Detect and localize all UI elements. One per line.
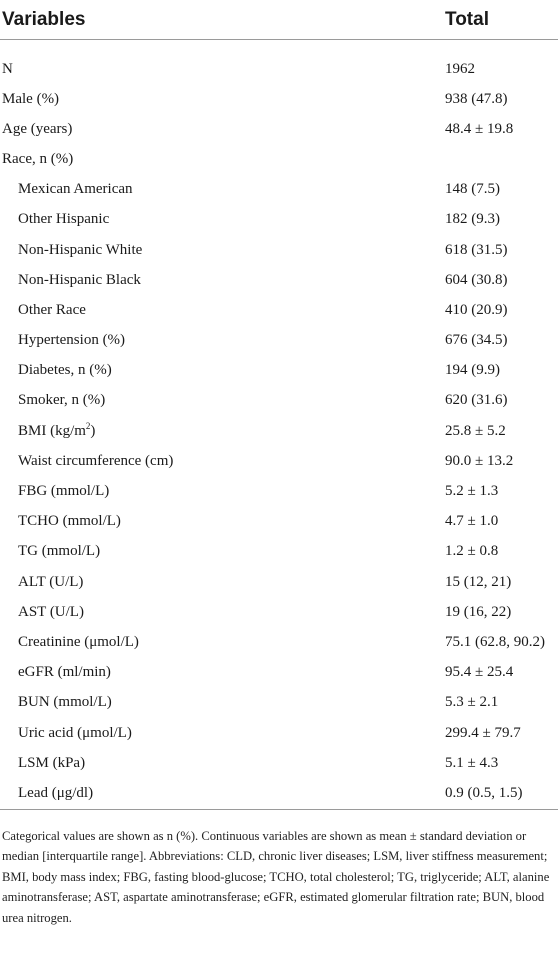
row-value: 95.4 ± 25.4 (445, 664, 514, 681)
row-label (0, 446, 445, 476)
row-value: 194 (9.9) (445, 362, 500, 379)
row-label (0, 295, 445, 325)
table-row (0, 326, 558, 356)
table-row (0, 778, 558, 810)
row-label-text: Mexican American (18, 181, 133, 198)
row-label (0, 205, 445, 235)
row-value: 1.2 ± 0.8 (445, 543, 499, 560)
row-label (0, 778, 445, 810)
row-value: 620 (31.6) (445, 392, 508, 409)
row-label (0, 386, 445, 416)
row-value: 5.3 ± 2.1 (445, 694, 499, 711)
row-value: 90.0 ± 13.2 (445, 452, 514, 469)
row-label (0, 537, 445, 567)
row-label-text: TG (mmol/L) (18, 543, 101, 560)
row-label (0, 235, 445, 265)
row-label-text: Non-Hispanic Black (18, 271, 141, 288)
row-value: 676 (34.5) (445, 332, 508, 349)
row-label-text: AST (U/L) (18, 603, 84, 620)
row-label-text: Non-Hispanic White (18, 241, 143, 258)
header-row (0, 0, 558, 40)
table-row (0, 627, 558, 657)
table-row (0, 235, 558, 265)
row-label (0, 748, 445, 778)
row-label-text: Diabetes, n (%) (18, 362, 112, 379)
row-value: 75.1 (62.8, 90.2) (445, 633, 545, 650)
table-row (0, 567, 558, 597)
row-label-text: BMI (kg/m (18, 422, 86, 439)
table-row (0, 537, 558, 567)
row-value: 182 (9.3) (445, 211, 500, 228)
row-label-text: BUN (mmol/L) (18, 694, 112, 711)
table-row (0, 84, 558, 114)
row-value: 15 (12, 21) (445, 573, 512, 590)
row-label (0, 356, 445, 386)
row-label (0, 326, 445, 356)
row-value: 148 (7.5) (445, 181, 500, 198)
table-row (0, 144, 558, 174)
table-row (0, 748, 558, 778)
row-label (0, 597, 445, 627)
row-label-text: N (2, 60, 13, 77)
table-footnote: Categorical values are shown as n (%). Continuous variables are shown as mean ± standard deviation or median [interquartile range]. Abbreviations: CLD, chronic liver diseases; LSM, liver stiffness measurement; BMI, body mass index; FBG, fasting blood-glucose; TCHO, total cholesterol; TG, triglyceride; ALT, alanine aminotransferase; AST, aspartate aminotransferase; eGFR, estimated glomerular filtration rate; BUN, blood urea nitrogen. (2, 829, 550, 925)
row-label-text: Race, n (%) (2, 150, 74, 167)
table-row (0, 507, 558, 537)
header-total: Total (445, 0, 558, 40)
row-label-text: Male (%) (2, 90, 60, 107)
table-row (0, 476, 558, 506)
row-label (0, 84, 445, 114)
row-value (445, 144, 558, 174)
header-variables: Variables (0, 0, 445, 40)
row-label-text: Smoker, n (%) (18, 392, 106, 409)
row-value: 410 (20.9) (445, 301, 508, 318)
table-row (0, 416, 558, 446)
row-label-text: Age (years) (2, 120, 73, 137)
table-row (0, 265, 558, 295)
row-label (0, 40, 445, 85)
row-value: 48.4 ± 19.8 (445, 120, 514, 137)
table-row (0, 658, 558, 688)
table-row (0, 40, 558, 85)
row-label-text: Waist circumference (cm) (18, 452, 174, 469)
row-label-text: TCHO (mmol/L) (18, 513, 121, 530)
row-label-text: Other Race (18, 301, 86, 318)
row-label-text: Uric acid (μmol/L) (18, 724, 132, 741)
row-label-text: Lead (μg/dl) (18, 785, 94, 802)
row-label (0, 476, 445, 506)
row-label-text: Creatinine (μmol/L) (18, 633, 139, 650)
row-label-text: Hypertension (%) (18, 332, 126, 349)
row-label-text: eGFR (ml/min) (18, 664, 111, 681)
table-body (0, 40, 558, 810)
table-row (0, 295, 558, 325)
row-label-suffix: ) (90, 422, 96, 439)
row-label-superscript: 2 (85, 420, 91, 431)
row-label-text: ALT (U/L) (18, 573, 84, 590)
row-value: 618 (31.5) (445, 241, 508, 258)
row-label (0, 567, 445, 597)
row-value: 938 (47.8) (445, 90, 508, 107)
table-header (0, 0, 558, 40)
row-value: 299.4 ± 79.7 (445, 724, 521, 741)
row-label (0, 175, 445, 205)
table-row (0, 175, 558, 205)
row-label (0, 688, 445, 718)
table-row (0, 446, 558, 476)
row-value: 5.2 ± 1.3 (445, 483, 499, 500)
row-label (0, 627, 445, 657)
table-row (0, 718, 558, 748)
row-label (0, 114, 445, 144)
row-value: 25.8 ± 5.2 (445, 422, 506, 439)
table-row (0, 688, 558, 718)
row-value: 604 (30.8) (445, 271, 508, 288)
row-label-text: Other Hispanic (18, 211, 110, 228)
table-row (0, 597, 558, 627)
row-value: 5.1 ± 4.3 (445, 754, 499, 771)
row-value: 0.9 (0.5, 1.5) (445, 778, 558, 810)
table-row (0, 205, 558, 235)
row-value: 19 (16, 22) (445, 603, 512, 620)
table-row (0, 386, 558, 416)
row-label (0, 507, 445, 537)
table-row (0, 356, 558, 386)
row-label (0, 718, 445, 748)
row-value: 1962 (445, 60, 475, 77)
row-label (0, 416, 445, 446)
row-label (0, 658, 445, 688)
row-label-text: FBG (mmol/L) (18, 483, 110, 500)
row-label-text: LSM (kPa) (18, 754, 86, 771)
row-label (0, 265, 445, 295)
row-value: 4.7 ± 1.0 (445, 513, 499, 530)
row-label (0, 144, 445, 174)
table-row (0, 114, 558, 144)
